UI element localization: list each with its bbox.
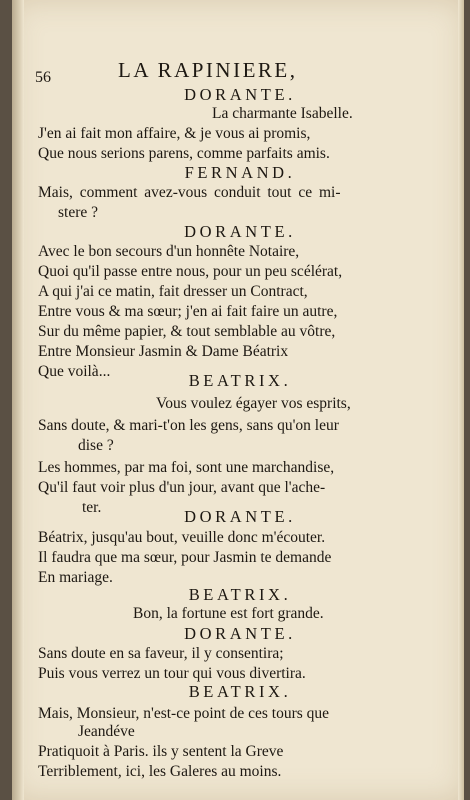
verse-line: Entre vous & ma sœur; j'en ai fait faire un autre, [38,303,338,320]
verse-line: Que nous serions parens, comme parfaits amis. [38,145,330,162]
verse-line: Entre Monsieur Jasmin & Dame Béatrix [38,343,289,360]
running-title: LA RAPINIERE, [118,58,298,82]
speaker-name: BEATRIX. [188,585,292,604]
verse-line: J'en ai fait mon affaire, & je vous ai promis, [38,125,311,142]
verse-line: La charmante Isabelle. [212,105,353,122]
verse-line: Sur du même papier, & tout semblable au vôtre, [38,323,336,340]
verse-line: Vous voulez égayer vos esprits, [156,395,351,412]
speaker-name: BEATRIX. [188,371,292,390]
page-number: 56 [35,69,51,86]
speaker-name: FERNAND. [184,163,296,182]
verse-line: Béatrix, jusqu'au bout, veuille donc m'écouter. [38,529,326,546]
verse-line: stere ? [58,204,99,221]
verse-line: Puis vous verrez un tour qui vous divertira. [38,665,306,682]
verse-line: A qui j'ai ce matin, fait dresser un Contract, [38,283,308,300]
speaker-name: DORANTE. [184,507,296,526]
verse-line: Avec le bon secours d'un honnête Notaire, [38,243,300,260]
verse-line: Que voilà... [38,363,111,380]
verse-line: Quoi qu'il passe entre nous, pour un peu scélérat, [38,263,343,280]
verse-line: Sans doute, & mari-t'on les gens, sans qu'on leur [38,417,339,434]
verse-line: dise ? [78,437,114,454]
verse-line: Jeandéve [78,723,135,740]
verse-line: ter. [82,499,102,516]
speaker-name: DORANTE. [184,624,296,643]
verse-line: Terriblement, ici, les Galeres au moins. [38,763,282,780]
speaker-name: DORANTE. [184,85,296,104]
verse-line: Qu'il faut voir plus d'un jour, avant que l'ache- [38,479,326,496]
verse-line: Bon, la fortune est fort grande. [133,605,324,622]
verse-line: Mais, Monsieur, n'est-ce point de ces tours que [38,705,330,722]
verse-line: Les hommes, par ma foi, sont une marchandise, [38,459,335,476]
verse-line: Sans doute en sa faveur, il y consentira; [38,645,284,662]
speaker-name: DORANTE. [184,222,296,241]
verse-line: En mariage. [38,569,113,586]
verse-line: Pratiquoit à Paris. ils y sentent la Greve [38,743,284,760]
verse-line: Il faudra que ma sœur, pour Jasmin te demande [38,549,332,566]
verse-line: Mais, comment avez-vous conduit tout ce mi- [38,184,341,201]
speaker-name: BEATRIX. [188,682,292,701]
